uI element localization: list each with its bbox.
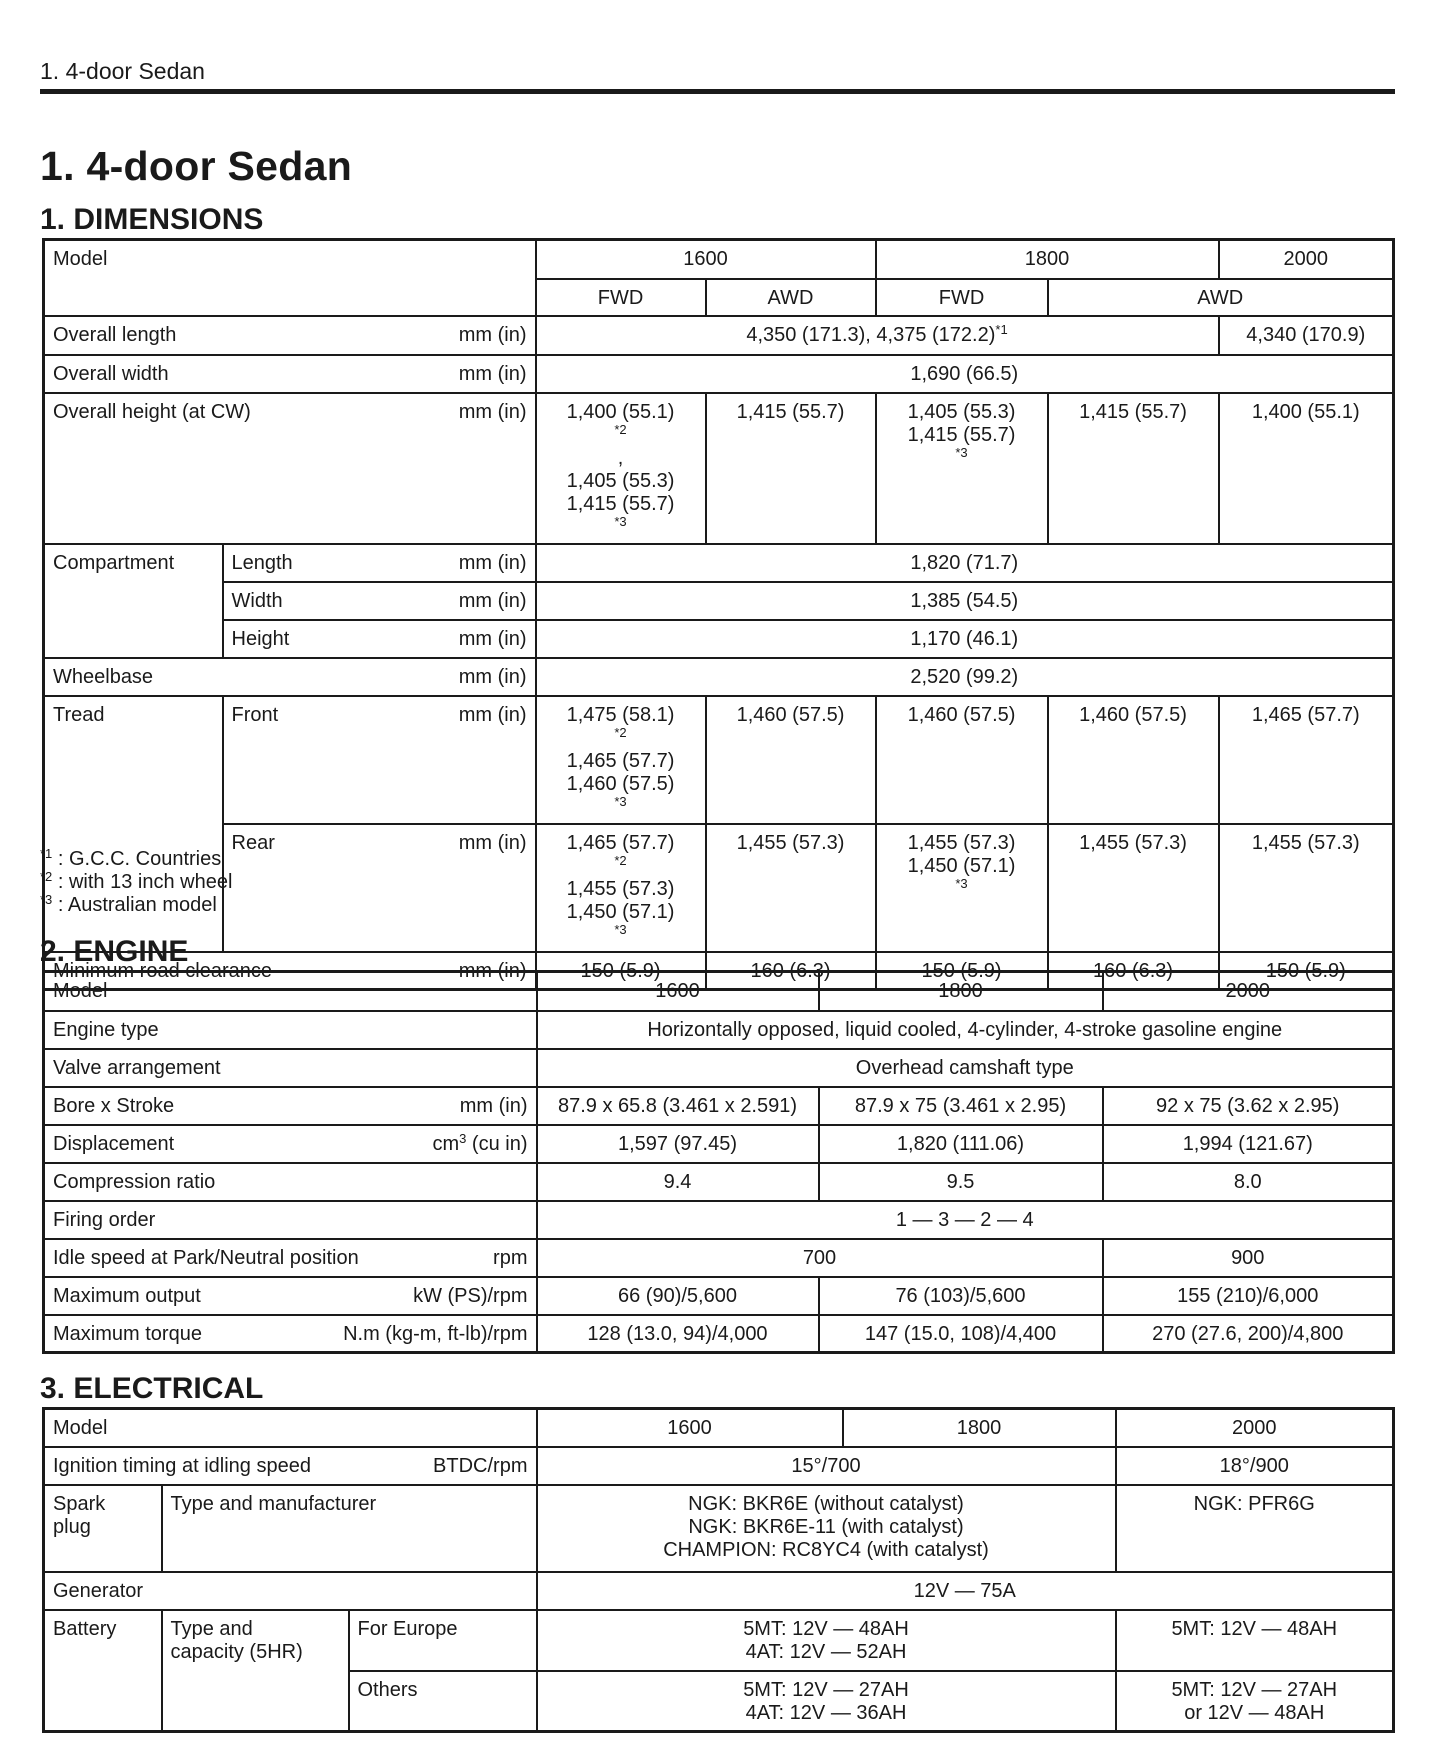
displacement-1800: 1,820 (111.06): [819, 1125, 1103, 1163]
wheelbase-value: 2,520 (99.2): [536, 658, 1394, 696]
dim-model-2000: 2000: [1219, 240, 1394, 279]
idle-label: Idle speed at Park/Neutral position rpm: [44, 1239, 537, 1277]
bore-2000: 92 x 75 (3.62 x 2.95): [1103, 1087, 1394, 1125]
section-title-electrical: 3. ELECTRICAL: [40, 1372, 264, 1405]
idle-1600-1800: 700: [537, 1239, 1103, 1277]
overall-length-label: Overall length mm (in): [44, 316, 536, 355]
idle-2000: 900: [1103, 1239, 1394, 1277]
tread-front-2000: 1,465 (57.7): [1219, 696, 1394, 824]
spark-plug-label: Spark plug: [44, 1485, 162, 1572]
min-clearance-1600-fwd: 150 (5.9): [536, 952, 706, 990]
spark-1600-1800: NGK: BKR6E (without catalyst) NGK: BKR6E-11 (with catalyst) CHAMPION: RC8YC4 (with catalyst): [537, 1485, 1116, 1572]
overall-height-1600-awd: 1,415 (55.7): [706, 393, 876, 544]
overall-height-2000: 1,400 (55.1): [1219, 393, 1394, 544]
generator-label: Generator: [44, 1572, 537, 1610]
running-header: 1. 4-door Sedan: [40, 58, 205, 84]
compartment-height-label: Height mm (in): [223, 620, 536, 658]
displacement-label: Displacement $cm^3$ (cu in): [44, 1125, 537, 1163]
compartment-length-value: 1,820 (71.7): [536, 544, 1394, 582]
output-label: Maximum output kW (PS)/rpm: [44, 1277, 537, 1315]
min-clearance-1800-awd: 160 (6.3): [1048, 952, 1219, 990]
displacement-1600: 1,597 (97.45): [537, 1125, 819, 1163]
document-title: 1. 4-door Sedan: [40, 143, 353, 189]
compartment-width-label: Width mm (in): [223, 582, 536, 620]
dim-model-1800: 1800: [876, 240, 1219, 279]
spark-type-label: Type and manufacturer: [162, 1485, 537, 1572]
overall-height-1600-fwd: 1,400 (55.1) $^{*2}$ , 1,405 (55.3) 1,415 (55.7) $^{*3}$: [536, 393, 706, 544]
section-title-dimensions: 1. DIMENSIONS: [40, 203, 264, 236]
dimensions-table: [42, 238, 1395, 991]
compartment-height-value: 1,170 (46.1): [536, 620, 1394, 658]
wheelbase-label: Wheelbase mm (in): [44, 658, 536, 696]
compression-1600: 9.4: [537, 1163, 819, 1201]
dim-model-label: Model: [44, 240, 536, 316]
tread-front-1600-fwd: 1,475 (58.1) $^{*2}$ 1,465 (57.7) 1,460 (57.5) $^{*3}$: [536, 696, 706, 824]
eng-model-label: Model: [44, 972, 537, 1011]
battery-europe-2000: 5MT: 12V — 48AH: [1116, 1610, 1394, 1671]
engine-table: [42, 970, 1395, 1354]
elec-model-1800: 1800: [843, 1409, 1116, 1447]
bore-1600: 87.9 x 65.8 (3.461 x 2.591): [537, 1087, 819, 1125]
footnote-1: $^{*1}$ : G.C.C. Countries: [40, 846, 222, 870]
tread-label: Tread: [44, 696, 223, 952]
compartment-width-value: 1,385 (54.5): [536, 582, 1394, 620]
compression-1800: 9.5: [819, 1163, 1103, 1201]
tread-front-1800-fwd: 1,460 (57.5): [876, 696, 1048, 824]
engine-type-label: Engine type: [44, 1011, 537, 1049]
engine-type-value: Horizontally opposed, liquid cooled, 4-cylinder, 4-stroke gasoline engine: [537, 1011, 1394, 1049]
tread-rear-1600-fwd: 1,465 (57.7) $^{*2}$ 1,455 (57.3) 1,450 (57.1) $^{*3}$: [536, 824, 706, 952]
tread-front-label: Front mm (in): [223, 696, 536, 824]
battery-europe-label: For Europe: [349, 1610, 537, 1671]
dim-1800-2000-awd: AWD: [1048, 279, 1394, 316]
torque-2000: 270 (27.6, 200)/4,800: [1103, 1315, 1394, 1353]
battery-type-label: Type and capacity (5HR): [162, 1610, 349, 1732]
min-clearance-2000: 150 (5.9): [1219, 952, 1394, 990]
dim-1600-awd: AWD: [706, 279, 876, 316]
dim-1800-fwd: FWD: [876, 279, 1048, 316]
elec-model-1600: 1600: [537, 1409, 843, 1447]
tread-rear-1800-fwd: 1,455 (57.3) 1,450 (57.1) $^{*3}$: [876, 824, 1048, 952]
valve-label: Valve arrangement: [44, 1049, 537, 1087]
elec-model-label: Model: [44, 1409, 537, 1447]
min-clearance-1600-awd: 160 (6.3): [706, 952, 876, 990]
overall-width-value: 1,690 (66.5): [536, 355, 1394, 393]
eng-model-1600: 1600: [537, 972, 819, 1011]
dim-1600-fwd: FWD: [536, 279, 706, 316]
ignition-label: Ignition timing at idling speed BTDC/rpm: [44, 1447, 537, 1485]
overall-length-2000: 4,340 (170.9): [1219, 316, 1394, 355]
output-1800: 76 (103)/5,600: [819, 1277, 1103, 1315]
spark-2000: NGK: PFR6G: [1116, 1485, 1394, 1572]
min-clearance-1800-fwd: 150 (5.9): [876, 952, 1048, 990]
dimension-footnotes: [40, 848, 232, 917]
tread-front-1800-awd: 1,460 (57.5): [1048, 696, 1219, 824]
footnote-2: $^{*2}$ : with 13 inch wheel: [40, 869, 233, 893]
electrical-table: [42, 1407, 1395, 1733]
ignition-1600-1800: 15°/700: [537, 1447, 1116, 1485]
compression-label: Compression ratio: [44, 1163, 537, 1201]
torque-1800: 147 (15.0, 108)/4,400: [819, 1315, 1103, 1353]
compression-2000: 8.0: [1103, 1163, 1394, 1201]
overall-height-1800-awd: 1,415 (55.7): [1048, 393, 1219, 544]
tread-front-1600-awd: 1,460 (57.5): [706, 696, 876, 824]
battery-others-1600-1800: 5MT: 12V — 27AH 4AT: 12V — 36AH: [537, 1671, 1116, 1732]
battery-label: Battery: [44, 1610, 162, 1732]
battery-others-2000: 5MT: 12V — 27AH or 12V — 48AH: [1116, 1671, 1394, 1732]
overall-height-1800-fwd: 1,405 (55.3) 1,415 (55.7) $^{*3}$: [876, 393, 1048, 544]
generator-value: 12V — 75A: [537, 1572, 1394, 1610]
valve-value: Overhead camshaft type: [537, 1049, 1394, 1087]
elec-model-2000: 2000: [1116, 1409, 1394, 1447]
overall-length-value: 4,350 (171.3), 4,375 $(172.2)^{*1}$: [536, 316, 1219, 355]
bore-label: Bore x Stroke mm (in): [44, 1087, 537, 1125]
eng-model-2000: 2000: [1103, 972, 1394, 1011]
battery-europe-1600-1800: 5MT: 12V — 48AH 4AT: 12V — 52AH: [537, 1610, 1116, 1671]
overall-width-label: Overall width mm (in): [44, 355, 536, 393]
tread-rear-1800-awd: 1,455 (57.3): [1048, 824, 1219, 952]
dim-model-1600: 1600: [536, 240, 876, 279]
compartment-label: Compartment: [44, 544, 223, 658]
eng-model-1800: 1800: [819, 972, 1103, 1011]
compartment-length-label: Length mm (in): [223, 544, 536, 582]
tread-rear-2000: 1,455 (57.3): [1219, 824, 1394, 952]
footnote-3: $^{*3}$ : Australian model: [40, 892, 217, 916]
firing-value: 1 — 3 — 2 — 4: [537, 1201, 1394, 1239]
torque-1600: 128 (13.0, 94)/4,000: [537, 1315, 819, 1353]
ignition-2000: 18°/900: [1116, 1447, 1394, 1485]
tread-rear-1600-awd: 1,455 (57.3): [706, 824, 876, 952]
header-rule: [40, 89, 1395, 94]
bore-1800: 87.9 x 75 (3.461 x 2.95): [819, 1087, 1103, 1125]
tread-rear-label: Rear mm (in): [223, 824, 536, 952]
battery-others-label: Others: [349, 1671, 537, 1732]
displacement-2000: 1,994 (121.67): [1103, 1125, 1394, 1163]
section-title-engine: 2. ENGINE: [40, 935, 189, 968]
firing-label: Firing order: [44, 1201, 537, 1239]
output-2000: 155 (210)/6,000: [1103, 1277, 1394, 1315]
torque-label: Maximum torque N.m (kg-m, ft-lb)/rpm: [44, 1315, 537, 1353]
min-clearance-label: Minimum road clearance mm (in): [44, 952, 536, 990]
output-1600: 66 (90)/5,600: [537, 1277, 819, 1315]
overall-height-label: Overall height (at CW) mm (in): [44, 393, 536, 544]
